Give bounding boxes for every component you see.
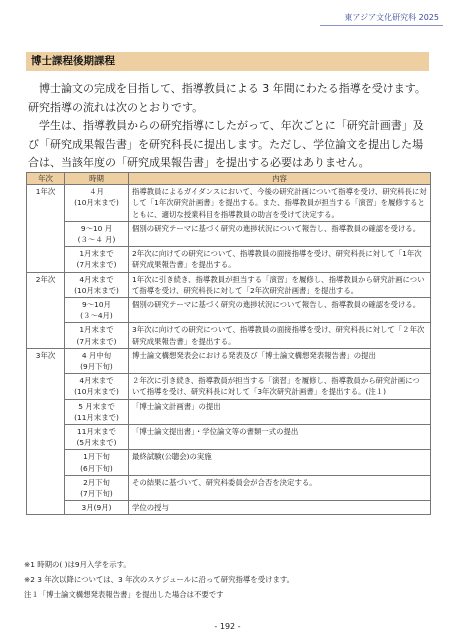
table-header-row bbox=[27, 173, 431, 185]
year-cell: 2年次 bbox=[27, 272, 65, 348]
year-cell: 1年次 bbox=[27, 185, 65, 272]
timing-cell: ４月 (10月末まで) bbox=[65, 185, 129, 222]
content-cell: 「博士論文提出書」・学位論文等の書類一式の提出 bbox=[129, 425, 431, 450]
column-header-year: 年次 bbox=[27, 173, 65, 185]
timing-cell: 2月下旬 (7月下旬) bbox=[65, 475, 129, 500]
table-row bbox=[27, 501, 431, 515]
content-cell: 学位の授与 bbox=[129, 501, 431, 515]
timing-cell: 1月下旬 (6月下旬) bbox=[65, 450, 129, 475]
page-number: - 192 - bbox=[214, 622, 241, 631]
table-row bbox=[27, 348, 431, 373]
table-row bbox=[27, 475, 431, 500]
timing-cell: 9～10月 (３～4月) bbox=[65, 298, 129, 323]
table-row bbox=[27, 323, 431, 348]
timing-cell: 3月(9月) bbox=[65, 501, 129, 515]
intro-text bbox=[28, 80, 432, 173]
timing-cell: 1月末まで (7月末まで) bbox=[65, 247, 129, 272]
content-cell: 指導教員によるガイダンスにおいて、今後の研究計画について指導を受け、研究科長に対して「1年次研究計画書」を提出する。また、指導教員が担当する「演習」を履修するとともに、適切な授業科目を指導教員の助言を受けて決定する。 bbox=[129, 185, 431, 222]
schedule-table bbox=[26, 172, 431, 515]
table-row bbox=[27, 247, 431, 272]
content-cell: 3年次に向けての研究について、指導教員の面接指導を受け、研究科長に対して「２年次研究成果報告書」を提出する。 bbox=[129, 323, 431, 348]
column-header-content: 内容 bbox=[129, 173, 431, 185]
section-title: 博士課程後期課程 bbox=[26, 52, 429, 71]
notes bbox=[24, 557, 434, 602]
note: ※1 時期の( )は9月入学を示す。 bbox=[24, 560, 131, 569]
content-cell: ２年次に引き続き、指導教員が担当する「演習」を履修し、指導教員から研究計画について指導を受け、研究科長に対して「3年次研究計画書」を提出する。(注１) bbox=[129, 374, 431, 399]
paragraph: 学生は、指導教員からの研究指導にしたがって、年次ごとに「研究計画書」及び「研究成果報告書」を研究科長に提出します。ただし、学位論文を提出した場合は、当該年度の「研究成果報告書」を提出する必要はありません。 bbox=[28, 119, 424, 170]
timing-cell: 4月末まで (10月末まで) bbox=[65, 272, 129, 297]
content-cell: 最終試験(公聴会)の実施 bbox=[129, 450, 431, 475]
content-cell: 1年次に引き続き、指導教員が担当する「演習」を履修し、指導教員から研究計画について指導を受け、研究科長に対して「2年次研究計画書」を提出する。 bbox=[129, 272, 431, 297]
timing-cell: 4 月中旬 (9月下旬) bbox=[65, 348, 129, 373]
timing-cell: 5 月末まで (11月末まで) bbox=[65, 399, 129, 424]
content-cell: 2年次に向けての研究について、指導教員の面接指導を受け、研究科長に対して「1年次研究成果報告書」を提出する。 bbox=[129, 247, 431, 272]
note: 注１「博士論文構想発表報告書」を提出した場合は不要です bbox=[24, 590, 224, 599]
content-cell: 「博士論文計画書」の提出 bbox=[129, 399, 431, 424]
table-row bbox=[27, 221, 431, 246]
column-header-timing: 時期 bbox=[65, 173, 129, 185]
table-row bbox=[27, 399, 431, 424]
table-row bbox=[27, 298, 431, 323]
header-org: 東アジア文化研究科 2025 bbox=[344, 13, 439, 22]
table-row bbox=[27, 374, 431, 399]
paragraph: 博士論文の完成を目指して、指導教員による 3 年間にわたる指導を受けます。研究指導の流れは次のとおりです。 bbox=[28, 82, 426, 114]
content-cell: 個別の研究テーマに基づく研究の進捗状況について報告し、指導教員の確認を受ける。 bbox=[129, 298, 431, 323]
content-cell: 博士論文構想発表会における発表及び「博士論文構想発表報告書」の提出 bbox=[129, 348, 431, 373]
table-row bbox=[27, 425, 431, 450]
timing-cell: 9～10 月 (３～４ 月) bbox=[65, 221, 129, 246]
schedule-body bbox=[27, 185, 431, 515]
note: ※2 3 年次以降については、3 年次のスケジュールに沿って研究指導を受けます。 bbox=[24, 575, 295, 584]
year-cell: 3年次 bbox=[27, 348, 65, 515]
table-row bbox=[27, 185, 431, 222]
timing-cell: 4月末まで (10月末まで) bbox=[65, 374, 129, 399]
timing-cell: 1月末まで (7月末まで) bbox=[65, 323, 129, 348]
table-row bbox=[27, 450, 431, 475]
header-rule bbox=[320, 25, 443, 26]
timing-cell: 11月末まで (5月末まで) bbox=[65, 425, 129, 450]
content-cell: その結果に基づいて、研究科委員会が合否を決定する。 bbox=[129, 475, 431, 500]
content-cell: 個別の研究テーマに基づく研究の進捗状況について報告し、指導教員の確認を受ける。 bbox=[129, 221, 431, 246]
table-row bbox=[27, 272, 431, 297]
